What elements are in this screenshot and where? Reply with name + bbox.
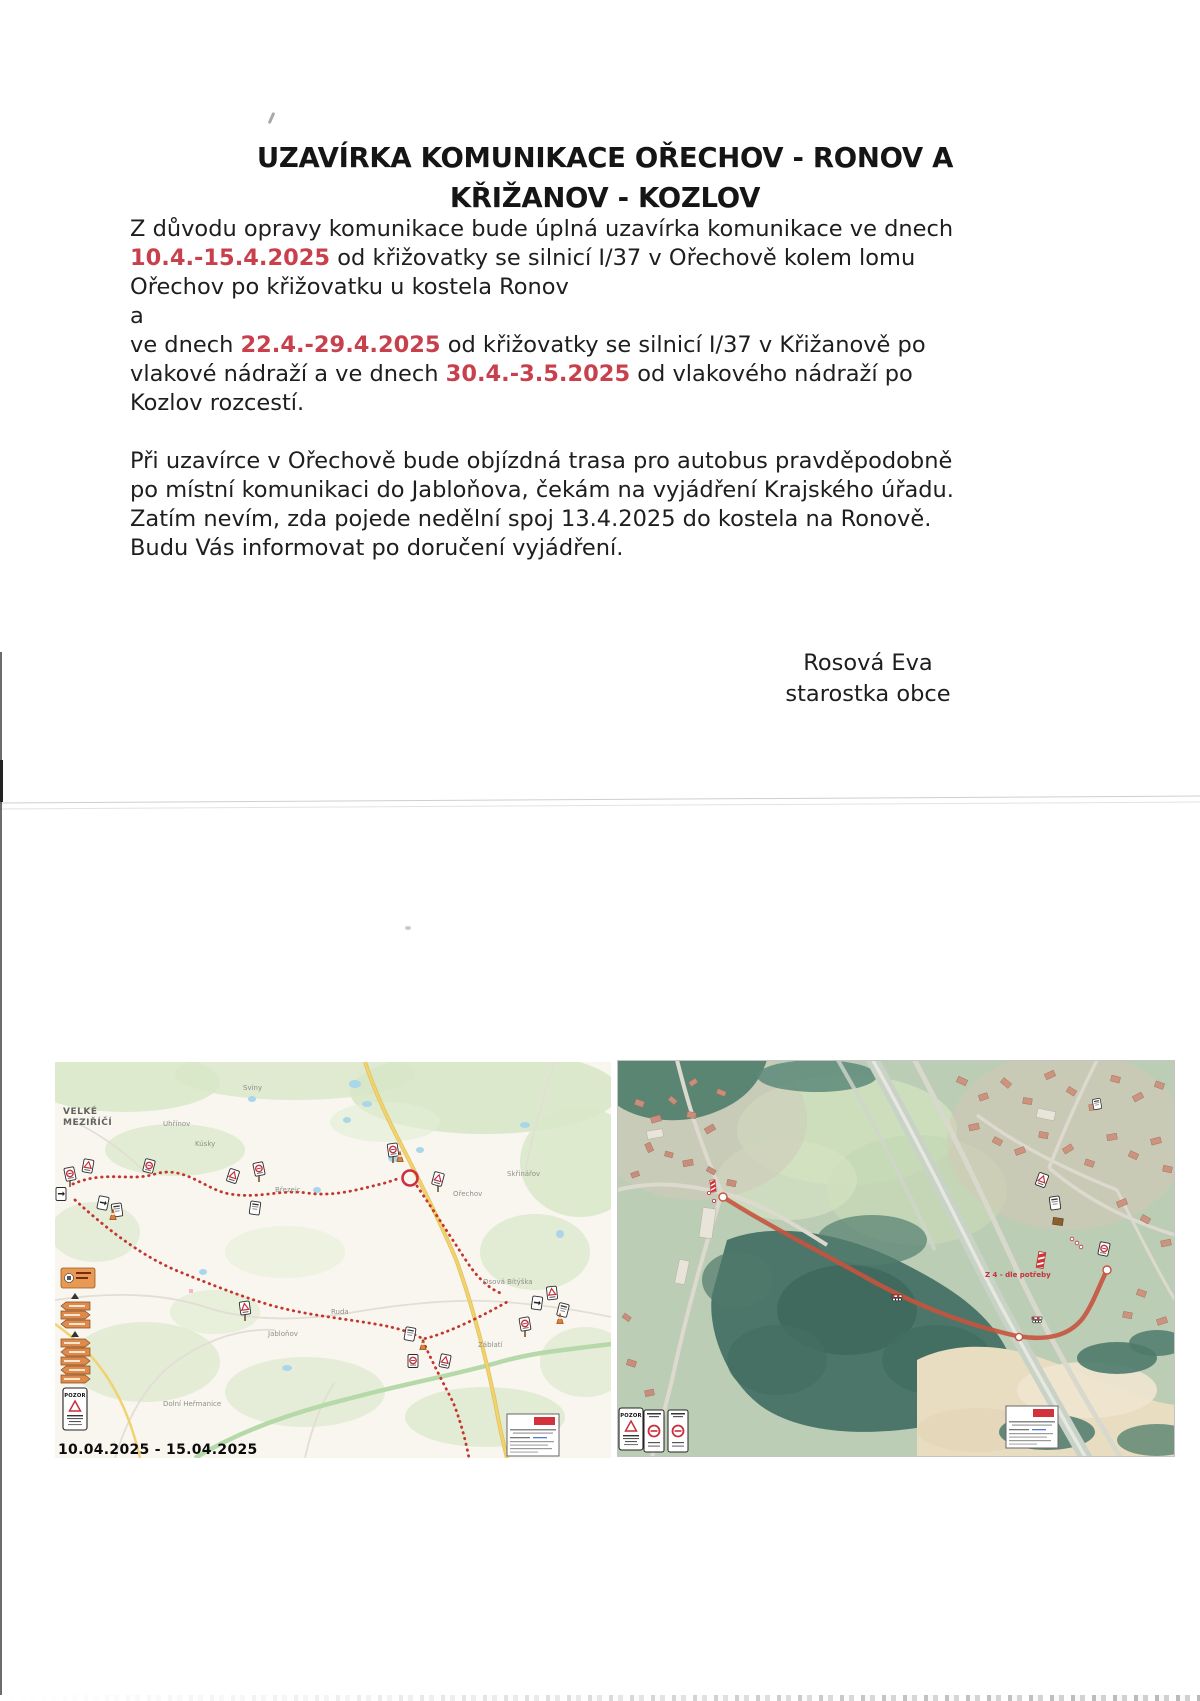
p1-line3: Ořechov po křižovatku u kostela Ronov — [130, 274, 569, 300]
closure-date-caption: 10.04.2025 - 15.04.2025 — [58, 1442, 258, 1458]
p2-line3: Zatím nevím, zda pojede nedělní spoj 13.4.2025 do kostela na Ronově. — [130, 506, 932, 532]
p1-line2: od křižovatky se silnicí I/37 v Ořechově kolem lomu — [330, 245, 916, 271]
closure-date-3: 30.4.-3.5.2025 — [445, 361, 631, 387]
svg-text:Uhřínov: Uhřínov — [163, 1120, 191, 1128]
scan-speck — [405, 926, 411, 930]
closure-date-1: 10.4.-15.4.2025 — [130, 245, 331, 271]
p1-line4: a — [130, 303, 144, 329]
paragraph-detour-info — [130, 447, 990, 563]
detour-road-map — [55, 1062, 611, 1458]
svg-text:Dolní Heřmanice: Dolní Heřmanice — [163, 1400, 222, 1408]
scan-bottom-artifact-fade — [0, 1695, 1200, 1701]
signature-role: starostka obce — [785, 681, 951, 707]
signature-block — [640, 648, 1096, 710]
svg-text:Ruda: Ruda — [331, 1308, 349, 1316]
aerial-title-block — [1006, 1406, 1058, 1448]
closure-date-2: 22.4.-29.4.2025 — [240, 332, 441, 358]
signature-name: Rosová Eva — [803, 650, 933, 676]
svg-text:Kúsky: Kúsky — [195, 1140, 216, 1148]
svg-text:Záblatí: Záblatí — [478, 1341, 503, 1349]
svg-text:Ořechov: Ořechov — [453, 1190, 483, 1198]
svg-text:Březejc: Březejc — [275, 1186, 301, 1194]
map-title-block — [507, 1414, 559, 1456]
title-line-2: KŘIŽANOV - KOZLOV — [449, 182, 761, 214]
p1-line1: Z důvodu opravy komunikace bude úplná uzavírka komunikace ve dnech — [130, 216, 954, 242]
p2-line1: Při uzavírce v Ořechově bude objízdná trasa pro autobus pravděpodobně — [130, 448, 953, 474]
p2-line2: po místní komunikaci do Jabloňova, čekám na vyjádření Krajského úřadu. — [130, 477, 954, 503]
map-pink-marker — [189, 1289, 193, 1293]
svg-text:Osová Bítýška: Osová Bítýška — [483, 1278, 533, 1286]
page-title — [10, 138, 1200, 218]
svg-text:Sviny: Sviny — [243, 1084, 263, 1092]
scan-speck — [268, 112, 276, 124]
scan-edge-notch — [0, 760, 3, 802]
paragraph-closure-dates — [130, 215, 990, 418]
svg-text:Skřinářov: Skřinářov — [507, 1170, 541, 1178]
scan-fold-line — [0, 795, 1200, 809]
title-line-1: UZAVÍRKA KOMUNIKACE OŘECHOV - RONOV A — [256, 142, 954, 174]
p1-line5: od křižovatky se silnicí I/37 v Křižanově po — [440, 332, 926, 358]
aerial-photo — [617, 1060, 1175, 1457]
p1-line5-pre: ve dnech — [130, 332, 241, 358]
route-note-z4: Z 4 - dle potřeby — [985, 1271, 1051, 1279]
detour-road-map-image — [55, 1062, 611, 1458]
p2-line4: Budu Vás informovat po doručení vyjádření. — [130, 535, 624, 561]
label-mezirici: MEZIŘÍČÍ — [63, 1118, 113, 1128]
p1-line6: od vlakového nádraží po — [630, 361, 913, 387]
scan-edge-line — [0, 652, 2, 1701]
svg-text:Jabloňov: Jabloňov — [268, 1330, 298, 1338]
label-velke: VELKÉ — [63, 1107, 98, 1117]
aerial-bottom-signs — [619, 1408, 688, 1452]
p1-line6-pre: vlakové nádraží a ve dnech — [130, 361, 446, 387]
p1-line7: Kozlov rozcestí. — [130, 390, 305, 416]
aerial-photo-image — [617, 1060, 1175, 1457]
